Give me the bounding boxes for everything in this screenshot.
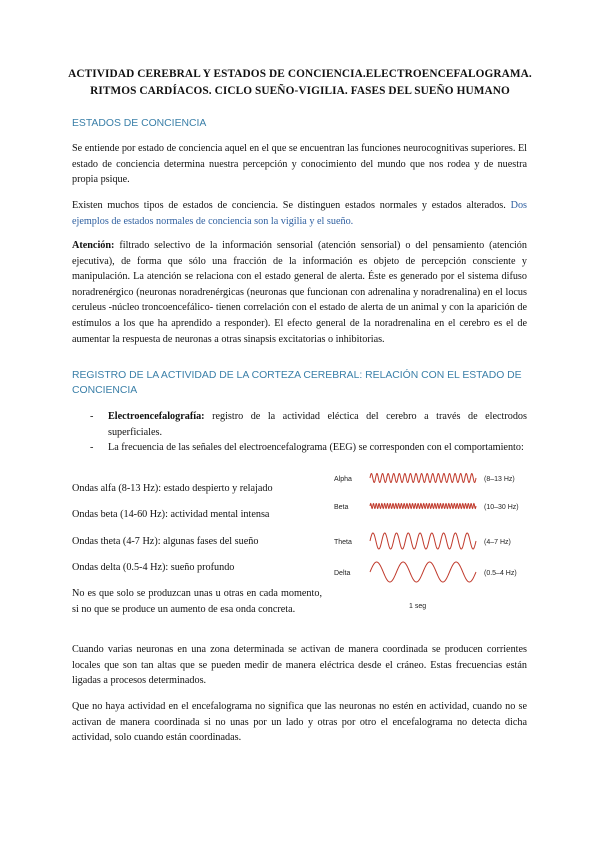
wave-beta-line: Ondas beta (14-60 Hz): actividad mental intensa: [72, 509, 270, 520]
wave-theta-line: Ondas theta (4-7 Hz): algunas fases del sueño: [72, 536, 259, 547]
types-example-highlight: Dos ejemplos de estados normales de conciencia son la vigilia y el sueño.: [72, 200, 528, 227]
wave-note: No es que solo se produzcan unas u otras en cada momento, si no que se produce un aumento de esa onda concreta.: [72, 588, 322, 615]
bullet-frequency: La frecuencia de las señales del electroencefalograma (EEG) se corresponden con el comportamiento:: [108, 442, 524, 453]
paragraph-coordination: Cuando varias neuronas en una zona determinada se activan de manera coordinada se producen corrientes locales que son tan altas que se pueden medir de manera eléctrica desde el cráneo. Estas frecuencias están ligadas a procesos determinados.: [72, 644, 527, 687]
title-line-2: RITMOS CARDÍACOS. CICLO SUEÑO-VIGILIA. FASES DEL SUEÑO HUMANO: [90, 85, 510, 97]
eeg-wave-svg: [326, 466, 529, 616]
wave-trace-theta: [370, 533, 476, 549]
paragraph-definition: Se entiende por estado de conciencia aquel en el que se encuentran las funciones neurocognitivas superiores. El estado de conciencia determina nuestra percepción y conocimiento del mundo que nos rodea y de nuestra propia psique.: [72, 143, 527, 186]
wave-range-beta: (10–30 Hz): [484, 504, 519, 511]
paragraph-types: [72, 198, 527, 229]
wave-alfa-line: Ondas alfa (8-13 Hz): estado despierto y relajado: [72, 483, 273, 494]
bullet-dash-1: -: [90, 411, 94, 422]
wave-label-beta: Beta: [334, 504, 349, 511]
title-line-1: ACTIVIDAD CEREBRAL Y ESTADOS DE CONCIENCIA.ELECTROENCEFALOGRAMA.: [68, 68, 532, 80]
wave-range-theta: (4–7 Hz): [484, 539, 511, 546]
wave-label-alpha: Alpha: [334, 476, 352, 483]
bullet-dash-2: -: [90, 442, 94, 453]
wave-label-theta: Theta: [334, 539, 352, 546]
document-title: [60, 66, 540, 100]
section-heading-estados: ESTADOS DE CONCIENCIA: [72, 118, 207, 129]
wave-delta-line: Ondas delta (0.5-4 Hz): sueño profundo: [72, 562, 235, 573]
wave-label-delta: Delta: [334, 570, 351, 577]
wave-range-alpha: (8–13 Hz): [484, 476, 515, 483]
bullet-electroencephalography: [108, 409, 527, 440]
paragraph-attention: [72, 238, 527, 347]
paragraph-flat-eeg: Que no haya actividad en el encefalograma no significa que las neuronas no estén en actividad, cuando no se activan de manera coordinada si no unas por un lado y otras por otro el encefalograma no detecta dicha actividad, solo cuando están coordinadas.: [72, 701, 527, 744]
wave-trace-alpha: [370, 474, 476, 483]
wave-trace-delta: [370, 562, 476, 582]
eeg-term: Electroencefalografía:: [108, 411, 205, 422]
scale-label: 1 seg: [409, 603, 427, 610]
eeg-wave-figure: [326, 466, 529, 616]
section-heading-registro: REGISTRO DE LA ACTIVIDAD DE LA CORTEZA CEREBRAL: RELACIÓN CON EL ESTADO DE CONCIENCIA: [72, 370, 522, 396]
wave-range-delta: (0.5–4 Hz): [484, 570, 517, 577]
attention-term: Atención:: [72, 240, 115, 251]
wave-trace-beta: [370, 504, 476, 509]
eeg-text: registro de la actividad eléctica del cerebro a través de electrodos superficiales.: [108, 411, 527, 438]
types-text: Existen muchos tipos de estados de conciencia. Se distinguen estados normales y estados alterados.: [72, 200, 506, 211]
attention-text: filtrado selectivo de la información sensorial (atención sensorial) o del pensamiento (atención ejecutiva), de forma que sólo una fracción de la información es objeto de percepción consciente y manipulación. La atención se relaciona con el estado general de alerta. Éste es generado por el sistema difuso noradrenérgico (neuronas noradrenérgicas (neuronas que funcionan con adrenalina y noradrenalina) en el locus ceruleus -núcleo troncoencefálico- tienen correlación con el estado de alerta de un animal y con la aparición de estímulos a los que ha aprendido a responder). El efecto general de la noradrenalina en el cerebro es el de aumentar la respuesta de neuronas a otras sinapsis excitatorias o inhibitorias.: [72, 240, 527, 345]
